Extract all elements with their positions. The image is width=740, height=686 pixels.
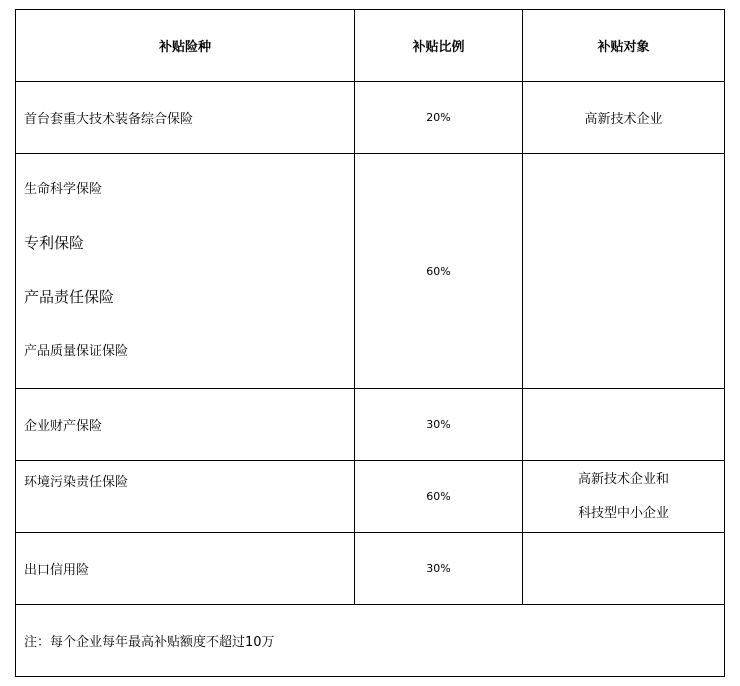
subsidy-table <box>15 9 725 677</box>
target-cell: 高新技术企业 <box>523 82 725 154</box>
insurance-type-item: 生命科学保险 <box>24 182 103 197</box>
ratio-cell: 30% <box>355 389 523 461</box>
header-subsidy-ratio: 补贴比例 <box>355 10 523 82</box>
note-cell: 注：每个企业每年最高补贴额度不超过10万 <box>16 605 725 677</box>
table-row <box>16 154 725 389</box>
insurance-type-cell: 环境污染责任保险 <box>16 461 355 533</box>
insurance-type-list <box>16 154 354 370</box>
target-cell <box>523 533 725 605</box>
target-cell <box>523 154 725 389</box>
table-row <box>16 533 725 605</box>
note-row <box>16 605 725 677</box>
insurance-type-cell <box>16 154 355 389</box>
insurance-type-cell: 出口信用险 <box>16 533 355 605</box>
target-line: 高新技术企业和 <box>577 472 669 487</box>
table-header-row <box>16 10 725 82</box>
table-row <box>16 389 725 461</box>
target-line: 科技型中小企业 <box>577 506 669 521</box>
table-row <box>16 461 725 533</box>
insurance-type-item: 专利保险 <box>24 234 85 252</box>
target-cell <box>523 461 725 533</box>
ratio-cell: 60% <box>355 154 523 389</box>
ratio-cell: 30% <box>355 533 523 605</box>
header-insurance-type: 补贴险种 <box>16 10 355 82</box>
insurance-type-cell: 首台套重大技术装备综合保险 <box>16 82 355 154</box>
insurance-type-cell: 企业财产保险 <box>16 389 355 461</box>
ratio-cell: 20% <box>355 82 523 154</box>
insurance-type-item: 产品责任保险 <box>24 288 115 306</box>
target-cell <box>523 389 725 461</box>
insurance-type-item: 产品质量保证保险 <box>24 344 129 359</box>
header-subsidy-target: 补贴对象 <box>523 10 725 82</box>
ratio-cell: 60% <box>355 461 523 533</box>
table-row <box>16 82 725 154</box>
